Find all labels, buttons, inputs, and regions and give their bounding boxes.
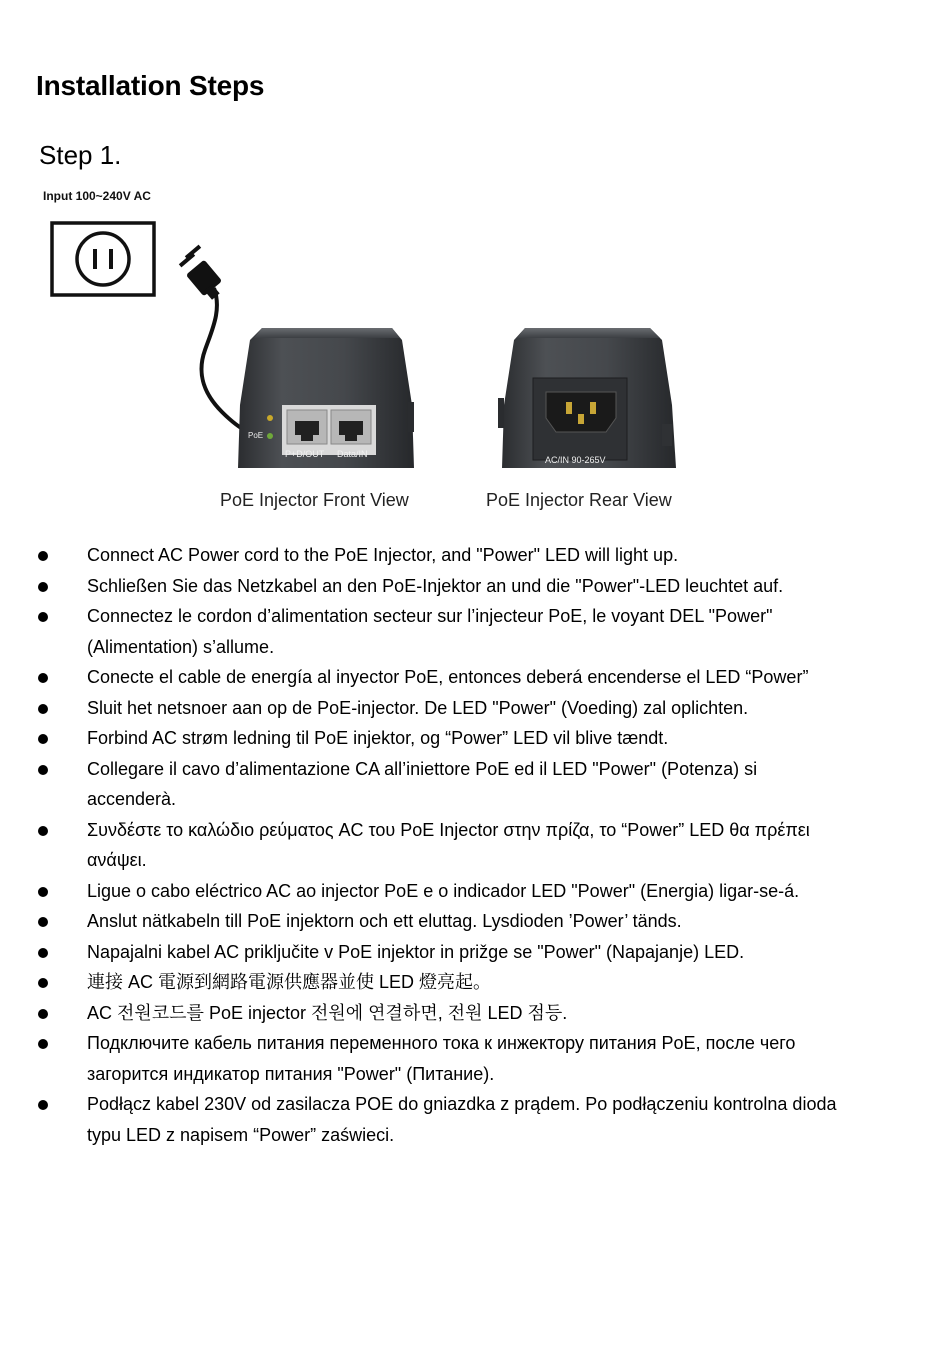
port-out-label: P+D/OUT — [285, 449, 325, 459]
input-label: Input 100~240V AC — [43, 189, 151, 203]
list-item: 連接 AC 電源到網路電源供應器並使 LED 燈亮起。 — [0, 967, 849, 998]
list-item: Connect AC Power cord to the PoE Injector, and "Power" LED will light up. — [0, 540, 849, 571]
rear-view-caption: PoE Injector Rear View — [486, 490, 672, 510]
bullet-icon — [38, 551, 48, 561]
bullet-icon — [38, 826, 48, 836]
ac-inlet-icon — [546, 392, 616, 432]
list-item: Conecte el cable de energía al inyector PoE, entonces deberá encenderse el LED “Power” — [0, 662, 849, 693]
list-item: AC 전원코드를 PoE injector 전원에 연결하면, 전원 LED 점등. — [0, 998, 849, 1029]
list-item: Connectez le cordon d’alimentation secteur sur l’injecteur PoE, le voyant DEL "Power" (Alimentation) s’allume. — [0, 601, 849, 662]
bullet-icon — [38, 1039, 48, 1049]
front-view-caption: PoE Injector Front View — [220, 490, 409, 510]
power-plug-icon — [179, 245, 248, 432]
injector-front-view — [238, 328, 414, 468]
list-item: Collegare il cavo d’alimentazione CA all’iniettore PoE ed il LED "Power" (Potenza) si accenderà. — [0, 754, 849, 815]
rear-power-label: AC/IN 90-265V — [545, 455, 606, 465]
bullet-icon — [38, 704, 48, 714]
list-item: Sluit het netsnoer aan op de PoE-injector. De LED "Power" (Voeding) zal oplichten. — [0, 693, 849, 724]
bullet-icon — [38, 582, 48, 592]
step-illustration — [0, 180, 950, 530]
ac-outlet-icon — [52, 223, 154, 295]
bullet-icon — [38, 612, 48, 622]
poe-led-label: PoE — [248, 431, 264, 440]
bullet-icon — [38, 1009, 48, 1019]
list-item: Anslut nätkabeln till PoE injektorn och ett eluttag. Lysdioden ’Power’ tänds. — [0, 906, 849, 937]
list-item: Συνδέστε το καλώδιο ρεύματος AC του PoE Injector στην πρίζα, το “Power” LED θα πρέπει ανάψει. — [0, 815, 849, 876]
step-title: Step 1. — [39, 140, 122, 170]
bullet-icon — [38, 948, 48, 958]
bullet-icon — [38, 887, 48, 897]
bullet-icon — [38, 917, 48, 927]
list-item: Подключите кабель питания переменного тока к инжектору питания PoE, после чего загорится индикатор питания "Power" (Питание). — [0, 1028, 849, 1089]
bullet-icon — [38, 734, 48, 744]
page-title: Installation Steps — [36, 70, 265, 101]
list-item: Ligue o cabo eléctrico AC ao injector PoE e o indicador LED "Power" (Energia) ligar-se-á. — [0, 876, 849, 907]
list-item: Schließen Sie das Netzkabel an den PoE-Injektor an und die "Power"-LED leuchtet auf. — [0, 571, 849, 602]
bullet-icon — [38, 978, 48, 988]
list-item: Forbind AC strøm ledning til PoE injektor, og “Power” LED vil blive tændt. — [0, 723, 849, 754]
list-item: Podłącz kabel 230V od zasilacza POE do gniazdka z prądem. Po podłączeniu kontrolna dioda typu LED z napisem “Power” zaświeci. — [0, 1089, 849, 1150]
bullet-icon — [38, 673, 48, 683]
instruction-list — [0, 540, 950, 1150]
port-in-label: Data/IN — [337, 449, 368, 459]
bullet-icon — [38, 765, 48, 775]
bullet-icon — [38, 1100, 48, 1110]
injector-rear-view — [498, 328, 676, 468]
list-item: Napajalni kabel AC priključite v PoE injektor in prižge se "Power" (Napajanje) LED. — [0, 937, 849, 968]
